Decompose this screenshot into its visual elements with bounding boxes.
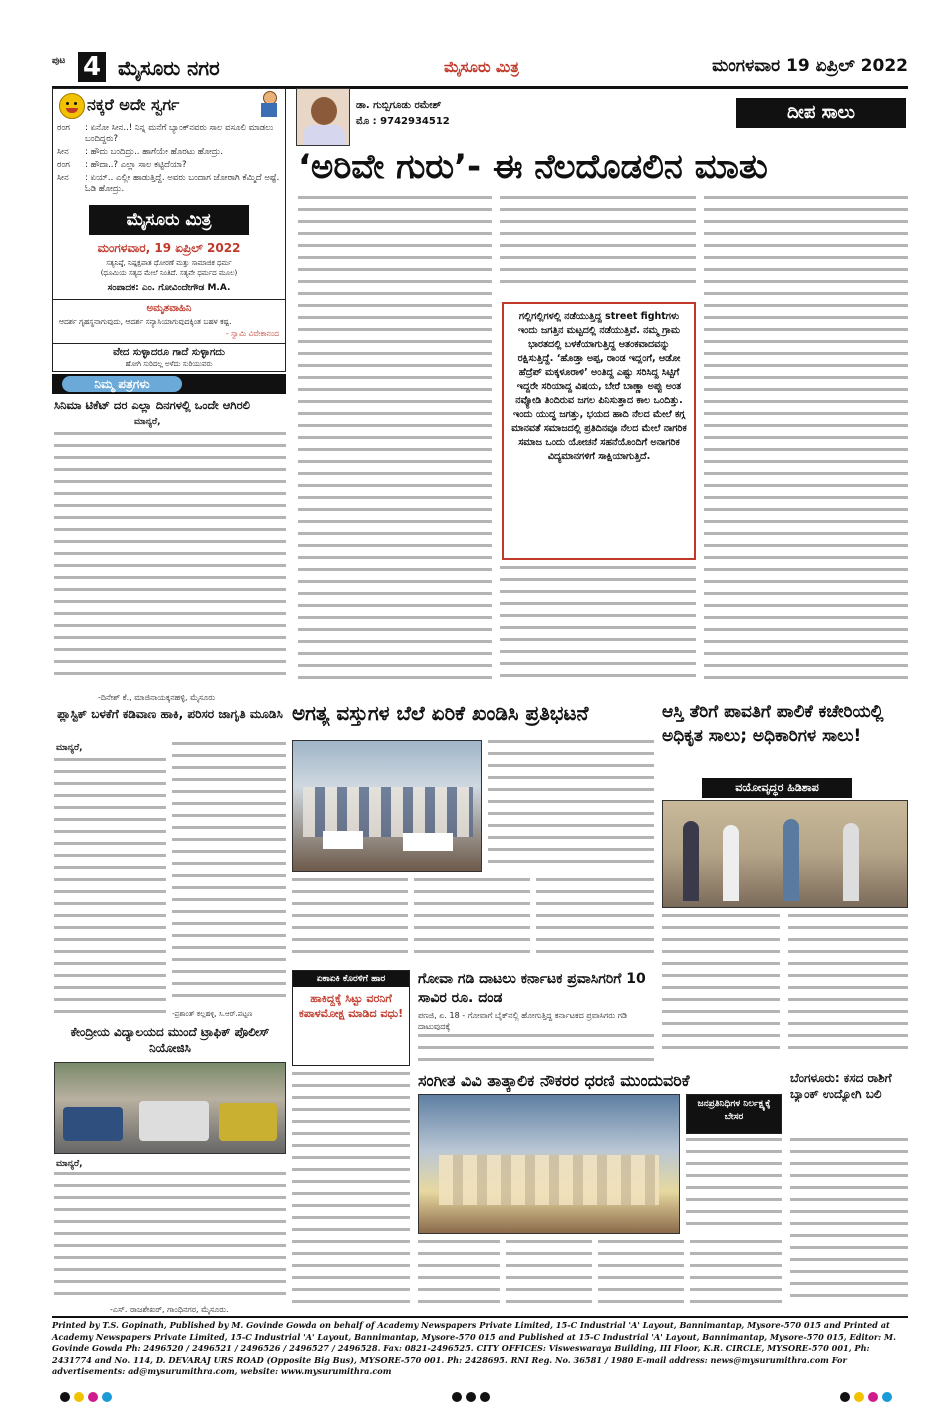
bride-headline: ಹಾಕಿದ್ದಕ್ಕೆ ಸಿಟ್ಟು ವರನಿಗೆ ಕಪಾಳಮೋಕ್ಷ ಮಾಡಿದ ವಧು!	[298, 992, 404, 1020]
page-header	[52, 52, 908, 89]
music-body-b	[506, 1240, 592, 1310]
masthead-title: ಮೈಸೂರು ಮಿತ್ರ	[444, 58, 519, 76]
page-number: 4	[78, 52, 106, 82]
registration-dot	[102, 1392, 112, 1402]
registration-dot	[452, 1392, 462, 1402]
registration-dot	[480, 1392, 490, 1402]
amrutavahini-author: - ಸ್ವಾಮಿ ವಿವೇಕಾನಂದ	[225, 329, 279, 338]
music-side-tag	[686, 1094, 782, 1134]
registration-dot	[840, 1392, 850, 1402]
letter-2-body-left	[54, 758, 166, 1020]
letter-3-body	[54, 1172, 286, 1302]
page-label: ಪುಟ	[52, 56, 66, 66]
column-banner: ದೀಪ ಸಾಲು	[736, 98, 906, 128]
main-pullquote-text: ಗಲ್ಲಿಗಲ್ಲಿಗಳಲ್ಲಿ ನಡೆಯುತ್ತಿದ್ದ street fightಗಳು ಇಂದು ಜಗತ್ತಿನ ಮಟ್ಟದಲ್ಲಿ ನಡೆಯುತ್ತಿವೆ. ನಮ್ಮ ಗ್ರಾಮ ಭಾರತದಲ್ಲಿ ಬಳಕೆಯಾಗುತ್ತಿದ್ದ ಆತಂಕವಾದವನ್ನು ರಕ್ಷಿಸುತ್ತಿದ್ದೆ. ‘ಹೊಡ್ತಾ ಅಪ್ಪ, ರಾಂಡ ಇದ್ಲಂಗೆ, ಆಡೋ ಹೆದ್ರೆಪ್ ಮಕ್ಕಳೂರಾಳಿ’ ಅಂತಿದ್ದ ಎಷ್ಟು ಸರಿಸಿದ್ದ ಸಿಟ್ಟಿಗೆ ಇದ್ದರೇ ಸರಿಯಾದ್ದ ವಿಷಯ, ಬೇರೆ ಬಾಣ್ಣಾ ಅಪ್ಪು ಅಂತ ನವ್ಯೋಡಿ ತಿಂದಿರುವ ಜಗಲ ಪಿನಿಸುತ್ತಾದ ಕಾಲ ಒಂದಿತ್ತು. ಇಂದು ಯುದ್ಧ ಜಗತ್ತು, ಭಯದ ಹಾದಿ ನೆಲದ ಮೇಲೆ ಕಗ್ಗ ಮಾನವತೆ ಸಮಾಜದಲ್ಲಿ ಪ್ರತಿದಿನವೂ ನೆಲದ ಮೇಲೆ ನಾಗರಿಕ ಸಮಾಜ ಒಂದು ಯೋಚನೆ ಸಹನೆಯೊಂದಿಗೆ ಅನಾಗರಿಕ ವಿದ್ಯಮಾನಗಳಿಗೆ ಸಾಕ್ಷಿಯಾಗುತ್ತಿದೆ.	[511, 311, 687, 462]
humor-speaker: ಸೀನ	[57, 147, 69, 157]
letters-banner-label: ನಿಮ್ಮ ಪತ್ರಗಳು	[62, 376, 182, 392]
property-body-b	[788, 914, 908, 1064]
protest-headline: ಅಗತ್ಯ ವಸ್ತುಗಳ ಬೆಲೆ ಏರಿಕೆ ಖಂಡಿಸಿ ಪ್ರತಿಭಟನೆ	[292, 701, 589, 725]
letter-1-body	[54, 432, 286, 690]
laughing-face-icon	[59, 93, 85, 119]
music-body-side	[686, 1138, 782, 1234]
header-date: ಮಂಗಳವಾರ 19 ಏಪ್ರಿಲ್ 2022	[712, 56, 908, 76]
humor-speaker: ಸೀನ	[57, 173, 69, 183]
letter-3-salute: ಮಾನ್ಯರೆ,	[56, 1159, 83, 1169]
registration-dot	[868, 1392, 878, 1402]
bride-kicker: ಏಕಾಏಕಿ ಕೊರಳಿಗೆ ಹಾರ	[293, 971, 409, 987]
registration-dot	[854, 1392, 864, 1402]
music-side-tag-text: ಜನಪ್ರತಿನಿಧಿಗಳ ನಿರ್ಲಕ್ಷ್ಯಕ್ಕೆ ಬೇಸರ	[697, 1099, 771, 1122]
letters-banner	[52, 374, 286, 394]
letter-2-title: ಪ್ಲಾಸ್ಟಿಕ್ ಬಳಕೆಗೆ ಕಡಿವಾಣ ಹಾಕಿ, ಪರಿಸರ ಜಾಗೃತಿ ಮೂಡಿಸಿ	[57, 707, 283, 721]
bride-body-a	[292, 1072, 410, 1310]
music-body-c	[598, 1240, 684, 1310]
humor-line: : ಏಯ್.. ಎಲ್ಲೀ ಹಾಡುತ್ತಿದ್ದೆ. ಅವರು ಬಂದಾಗ ಜೋರಾಗಿ ಕೆಮ್ಮಿದೆ ಅಷ್ಟೆ. ಓಡಿ ಹೋದ್ರು.	[85, 173, 280, 194]
property-tag: ವಯೋವೃದ್ಧರ ಹಿಡಿಶಾಪ	[702, 778, 852, 798]
columnist-photo	[296, 88, 350, 146]
letter-3-title: ಕೇಂದ್ರೀಯ ವಿದ್ಯಾಲಯದ ಮುಂದೆ ಟ್ರಾಫಿಕ್ ಪೊಲೀಸ್ ನಿಯೋಜಿಸಿ	[70, 1025, 270, 1055]
amrutavahini-title: ಅಮೃತವಾಹಿನಿ	[146, 303, 192, 314]
letter-2-body-right	[172, 742, 286, 1004]
humor-speaker: ರಂಗ	[57, 123, 70, 133]
amrutavahini-quote: ಆದರ್ಶ ಗೃಹಸ್ಥನಾಗುವುದು, ಆದರ್ಶ ಸನ್ಯಾಸಿಯಾಗುವುದಕ್ಕಿಂತ ಬಹಳ ಕಷ್ಟ.	[59, 317, 232, 326]
protest-photo	[292, 740, 482, 872]
music-body-a	[418, 1240, 500, 1310]
letter-1-salute: ಮಾನ್ಯರೆ,	[134, 417, 161, 427]
traffic-photo	[54, 1062, 286, 1154]
protest-body-c	[536, 878, 654, 962]
columnist-phone: ಮೊ : 9742934512	[356, 116, 450, 127]
registration-dot	[88, 1392, 98, 1402]
music-body-d	[690, 1240, 782, 1310]
proverb-line: ವೇದ ಸುಳ್ಳಾದರೂ ಗಾದೆ ಸುಳ್ಳಾಗದು	[113, 347, 225, 358]
main-body-col-2b	[500, 566, 696, 688]
section-name: ಮೈಸೂರು ನಗರ	[118, 56, 220, 80]
property-body-a	[662, 914, 780, 1064]
masthead-date: ಮಂಗಳವಾರ, 19 ಏಪ್ರಿಲ್ 2022	[97, 241, 241, 255]
music-headline: ಸಂಗೀತ ವಿವಿ ತಾತ್ಕಾಲಿಕ ನೌಕರರ ಧರಣಿ ಮುಂದುವರಿಕೆ	[418, 1071, 690, 1090]
goa-dateline: ಪಣಜಿ, ಏ. 18 - ಗೋವಾಗೆ ಬೈಕ್‌ನಲ್ಲಿ ಹೋಗುತ್ತಿದ್ದ ಕರ್ನಾಟಕದ ಪ್ರವಾಸಿಗರು ಗಡಿ ದಾಟುವುದಕ್ಕೆ	[418, 1011, 627, 1031]
letter-2-salute: ಮಾನ್ಯರೆ,	[56, 743, 83, 753]
letter-1-signature: -ದಿನೇಶ್ ಕೆ., ಮಾಜಿನಾಯಕ್ಕನಹಳ್ಳಿ, ಮೈಸೂರು	[98, 693, 216, 702]
main-headline: ‘ಅರಿವೇ ಗುರು’- ಈ ನೆಲದೊಡಲಿನ ಮಾತು	[298, 147, 768, 187]
masthead-tagline-sub: (ಧೂಮಿಯ ಸತ್ಯದ ಮೇಲೆ ನಿಂತಿದೆ. ಸತ್ಯವೇ ಧರ್ಮದ ಮೂಲ)	[100, 269, 238, 277]
masthead-logo: ಮೈಸೂರು ಮಿತ್ರ	[89, 205, 249, 235]
main-pullquote	[502, 302, 696, 560]
humor-line: : ಹೌದು ಬಂದಿದ್ರು.. ಹಾಗೆಯೇ ಹೊರಟು ಹೋದ್ರು.	[85, 147, 224, 157]
protest-body-right	[488, 740, 654, 872]
protest-body-b	[414, 878, 530, 962]
humor-speaker: ರಂಗ	[57, 160, 70, 170]
property-headline: ಆಸ್ತಿ ತೆರಿಗೆ ಪಾವತಿಗೆ ಪಾಲಿಕೆ ಕಚೇರಿಯಲ್ಲಿ ಅಧಿಕೃತ ಸಾಲು; ಅಧಿಕಾರಿಗಳ ಸಾಲು!	[662, 702, 884, 746]
registration-dot	[60, 1392, 70, 1402]
registration-dot	[882, 1392, 892, 1402]
bride-story	[292, 970, 410, 1066]
main-body-col-1	[298, 196, 492, 688]
humor-title: ನಕ್ಕರೆ ಅದೇ ಸ್ವರ್ಗ	[87, 95, 180, 114]
bengaluru-body	[790, 1138, 908, 1310]
main-body-col-2	[500, 196, 696, 300]
columnist-name: ಡಾ. ಗುಬ್ಬಿಗೂಡು ರಮೇಶ್	[356, 100, 442, 111]
letter-3-signature: -ಎಸ್. ರಾಜಶೇಖರ್, ಗಾಂಧಿನಗರ, ಮೈಸೂರು.	[110, 1305, 229, 1314]
goa-headline: ಗೋವಾ ಗಡಿ ದಾಟಲು ಕರ್ನಾಟಕ ಪ್ರವಾಸಿಗರಿಗೆ 10 ಸಾವಿರ ರೂ. ದಂಡ	[418, 971, 646, 1006]
footer-imprint: Printed by T.S. Gopinath, Published by M. Govinde Gowda on behalf of Academy Newspapers Private Limited, 15-C Industrial 'A' Layout, Bannimantap, Mysore-570 015 and Printed at Academy Newspapers Private Limited, 15-C Industrial 'A' Layout, Bannimantap, Mysore-570 015 and Published at 15-C Industrial 'A' Layout, Bannimantap, Mysore-570 015, Editor: M. Govinde Gowda Ph: 2496520 / 2496521 / 2496526 / 2496527 / 2496528. Fax: 0821-2496525. CITY OFFICES: Visweswaraya Building, III Floor, K.R. CIRCLE, MYSORE-570 001, Ph: 2431774 and No. 114, D. DEVARAJ URS ROAD (Opposite Big Bus), MYSORE-570 001. Ph: 2428695. RNI Reg. No. 36581 / 1980 E-mail address: news@mysurumithra.com For advertisements: ad@mysurumithra.com, website: www.mysurumithra.com	[52, 1320, 896, 1376]
masthead-tagline: ಸತ್ಯನಿಷ್ಠೆ, ನಿಷ್ಪಕ್ಷಪಾತ ಧೋರಣೆ ಮತ್ತು ಸಾಮಾಜಿಕ ಧರ್ಮ	[106, 259, 232, 267]
music-photo	[418, 1094, 680, 1234]
proverb-sub: ಹೋಗಿ ಸುರಿದಲ್ಲ ಅಳೆದು ಸುರಿಯುವರು	[125, 360, 213, 368]
humor-box	[52, 88, 286, 372]
humor-line: : ಹೌದಾ..? ಎಲ್ಲಾ ಸಾಲ ಕಟ್ಟಿದೆಯಾ?	[85, 160, 187, 170]
property-photo	[662, 800, 908, 908]
registration-dot	[74, 1392, 84, 1402]
letter-2-signature: -ಪ್ರಶಾಂತ್ ಕಲ್ಲಹಳ್ಳಿ, ಸಿ.ಆರ್.ಪಟ್ಟಣ	[172, 1010, 253, 1018]
letter-1-title: ಸಿನಿಮಾ ಟಿಕೆಟ್ ದರ ಎಲ್ಲಾ ದಿನಗಳಲ್ಲಿ ಒಂದೇ ಆಗಿರಲಿ	[54, 398, 250, 412]
bengaluru-headline: ಬೆಂಗಳೂರು: ಕಸದ ರಾಶಿಗೆ ಬ್ಯಾಂಕ್ ಉದ್ಯೋಗಿ ಬಲಿ	[790, 1071, 892, 1101]
editor-line: ಸಂಪಾದಕ: ಎಂ. ಗೋವಿಂದೇಗೌಡ M.A.	[107, 283, 231, 293]
cartoon-figure-icon	[255, 91, 281, 119]
main-body-col-3	[704, 196, 908, 688]
goa-body	[418, 1034, 654, 1066]
registration-dot	[466, 1392, 476, 1402]
humor-line: : ಏನೋ ಸೀನ..! ನಿನ್ನ ಮನೆಗೆ ಬ್ಯಾಂಕ್‌ನವರು ಸಾಲ ವಸೂಲಿ ಮಾಡಲು ಬಂದಿದ್ದರು?	[85, 123, 274, 144]
protest-body-a	[292, 878, 408, 962]
